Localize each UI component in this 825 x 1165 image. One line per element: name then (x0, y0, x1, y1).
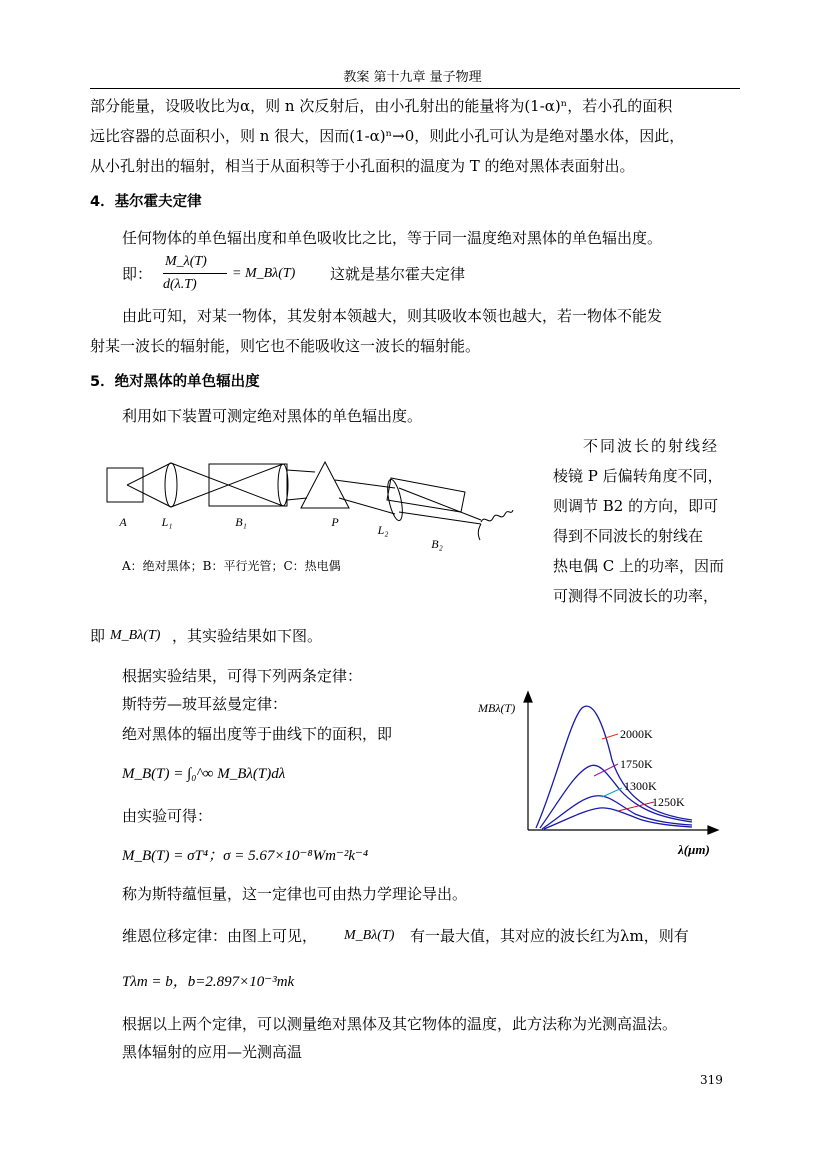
label-a: A (119, 515, 127, 529)
section-heading-5: 5．绝对黑体的单色辐出度 (90, 374, 260, 390)
paragraph: 称为斯特蕴恒量，这一定律也可由热力学理论导出。 (122, 885, 468, 903)
label-l2: L₂ (377, 523, 389, 537)
paragraph: 根据实验结果，可得下列两条定律： (122, 667, 363, 685)
label-b2: B₂ (431, 537, 443, 551)
lens-l1 (165, 463, 177, 507)
paragraph: 由此可知，对某一物体，其发射本领越大，则其吸收本领也越大，若一物体不能发 (122, 307, 663, 325)
series-label-1250k: 1250K (652, 795, 685, 809)
side-text: 棱镜 P 后偏转角度不同， (553, 467, 723, 485)
fraction-numerator: M_λ(T) (165, 254, 207, 269)
paragraph: 维恩位移定律：由图上可见， (122, 927, 318, 945)
label-b1: B₁ (235, 515, 247, 529)
page-number: 319 (700, 1073, 723, 1087)
text-line: 从小孔射出的辐射，相当于从面积等于小孔面积的温度为 T 的绝对黑体表面射出。 (90, 157, 635, 175)
paragraph: 黑体辐射的应用—光测高温 (122, 1043, 303, 1061)
wien-law: Tλm = b，b=2.897×10⁻³mk (122, 974, 295, 990)
series-label-2000k: 2000K (620, 727, 653, 741)
label-l1: L₁ (161, 515, 173, 529)
fraction-bar (163, 273, 227, 274)
inline-math: M_Bλ(T) (110, 628, 161, 643)
side-text: 则调节 B2 的方向，即可 (553, 497, 719, 515)
paragraph: 利用如下装置可测定绝对黑体的单色辐出度。 (122, 407, 423, 425)
paragraph: 绝对黑体的辐出度等于曲线下的面积，即 (122, 725, 393, 743)
side-text: 不同波长的射线经 (583, 437, 720, 455)
blackbody-box (107, 468, 143, 502)
series-label-1750k: 1750K (620, 757, 653, 771)
paragraph: 任何物体的单色辐出度和单色吸收比之比，等于同一温度绝对黑体的单色辐出度。 (122, 229, 663, 247)
ji-label: 即： (122, 265, 153, 283)
text-continuation: ，其实验结果如下图。 (172, 627, 323, 645)
side-text: 可测得不同波长的功率， (553, 587, 719, 605)
stefan-integral: M_B(T) = ∫₀^∞ M_Bλ(T)dλ (122, 766, 286, 782)
prism-p (301, 462, 349, 508)
paragraph: 由实验可得： (122, 807, 213, 825)
series-label-1300k: 1300K (624, 779, 657, 793)
label-p: P (331, 515, 339, 529)
paragraph: 斯特劳—玻耳兹曼定律： (122, 695, 288, 713)
tube-b2 (387, 478, 465, 512)
side-text: 得到不同波长的射线在 (553, 527, 704, 545)
paragraph: 射某一波长的辐射能，则它也不能吸收这一波长的辐射能。 (90, 337, 481, 355)
y-axis-label: MBλ(T) (478, 701, 516, 715)
label-leader-1300k (602, 788, 622, 797)
header-rule (90, 88, 740, 89)
text-line: 部分能量，设吸收比为α，则 n 次反射后，由小孔射出的能量将为(1-α)ⁿ，若小孔的面积 (90, 97, 673, 115)
x-axis-arrow (708, 826, 718, 834)
kirchhoff-rhs: = M_Bλ(T) (232, 266, 296, 281)
side-text: 热电偶 C 上的功率，因而 (553, 557, 725, 575)
thermocouple-c (481, 510, 513, 522)
paragraph: 有一最大值，其对应的波长红为λm，则有 (410, 927, 689, 945)
text-line: 远比容器的总面积小，则 n 很大，因而(1-α)ⁿ→0，则此小孔可认为是绝对墨水体，因此， (90, 127, 685, 145)
stefan-law: M_B(T) = σT⁴；σ = 5.67×10⁻⁸Wm⁻²k⁻⁴ (122, 848, 369, 864)
text-ji: 即 (90, 627, 106, 645)
y-axis-arrow (524, 692, 532, 702)
fraction-denominator: d(λ.T) (163, 277, 197, 292)
diagram-caption: A：绝对黑体；B：平行光管；C：热电偶 (122, 559, 341, 573)
collimator-b1 (209, 464, 287, 506)
blackbody-chart (470, 690, 730, 865)
equation-note: 这就是基尔霍夫定律 (330, 265, 466, 283)
inline-math: M_Bλ(T) (344, 928, 395, 943)
x-axis-label: λ(μm) (678, 842, 710, 857)
page-header: 教案 第十九章 量子物理 (343, 70, 482, 85)
section-heading-4: 4．基尔霍夫定律 (90, 194, 202, 210)
paragraph: 根据以上两个定律，可以测量绝对黑体及其它物体的温度，此方法称为光测高温法。 (122, 1015, 678, 1033)
